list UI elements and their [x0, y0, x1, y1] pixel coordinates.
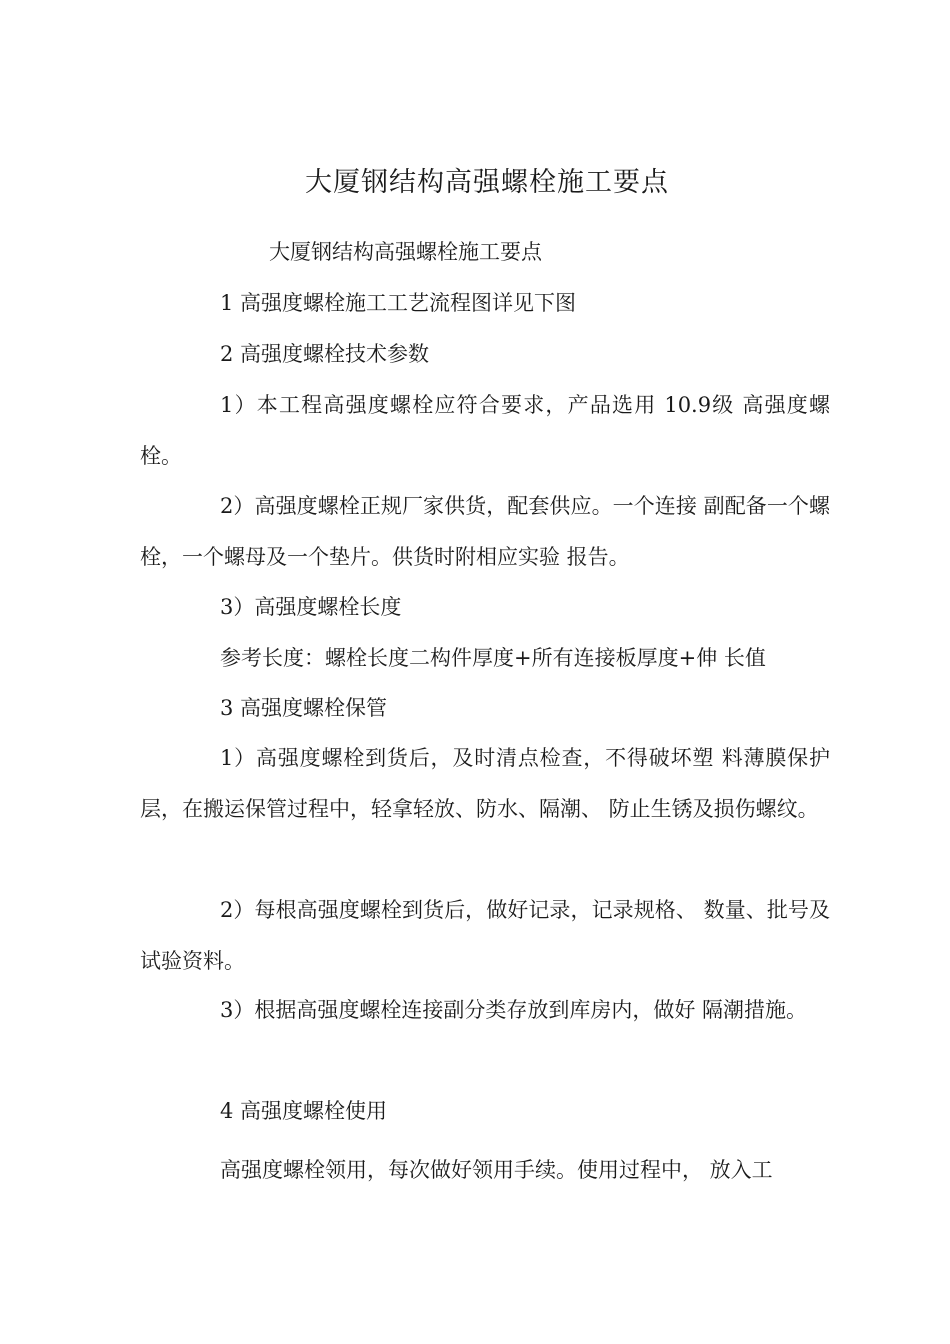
paragraph-4-body: 高强度螺栓领用，每次做好领用手续。使用过程中， 放入工 [220, 1158, 773, 1182]
paragraph-section-4: 4 高强度螺栓使用 [220, 1099, 388, 1123]
document-title: 大厦钢结构高强螺栓施工要点 [305, 167, 669, 198]
paragraph-reference-length: 参考长度：螺栓长度二构件厚度+所有连接板厚度+伸 长值 [220, 646, 766, 670]
paragraph-section-3: 3 高强度螺栓保管 [220, 696, 388, 720]
paragraph-3-3: 3）根据高强度螺栓连接副分类存放到库房内，做好 隔潮措施。 [220, 998, 808, 1022]
paragraph-2-3: 3）高强度螺栓长度 [220, 595, 402, 619]
paragraph-3-1: 1）高强度螺栓到货后，及时清点检查，不得破坏塑 料薄膜保护层，在搬运保管过程中，轻拿轻放、防水、隔潮、 防止生锈及损伤螺纹。 [140, 746, 830, 821]
paragraph-2-1: 1）本工程高强度螺栓应符合要求，产品选用 10.9级 高强度螺栓。 [140, 393, 830, 468]
paragraph-2-2: 2）高强度螺栓正规厂家供货，配套供应。一个连接 副配备一个螺栓，一个螺母及一个垫片。供货时附相应实验 报告。 [140, 494, 830, 569]
paragraph-subtitle: 大厦钢结构高强螺栓施工要点 [269, 240, 542, 264]
paragraph-section-2: 2 高强度螺栓技术参数 [220, 342, 430, 366]
paragraph-3-2: 2）每根高强度螺栓到货后，做好记录，记录规格、 数量、批号及试验资料。 [140, 898, 830, 973]
paragraph-section-1: 1 高强度螺栓施工工艺流程图详见下图 [220, 291, 577, 315]
